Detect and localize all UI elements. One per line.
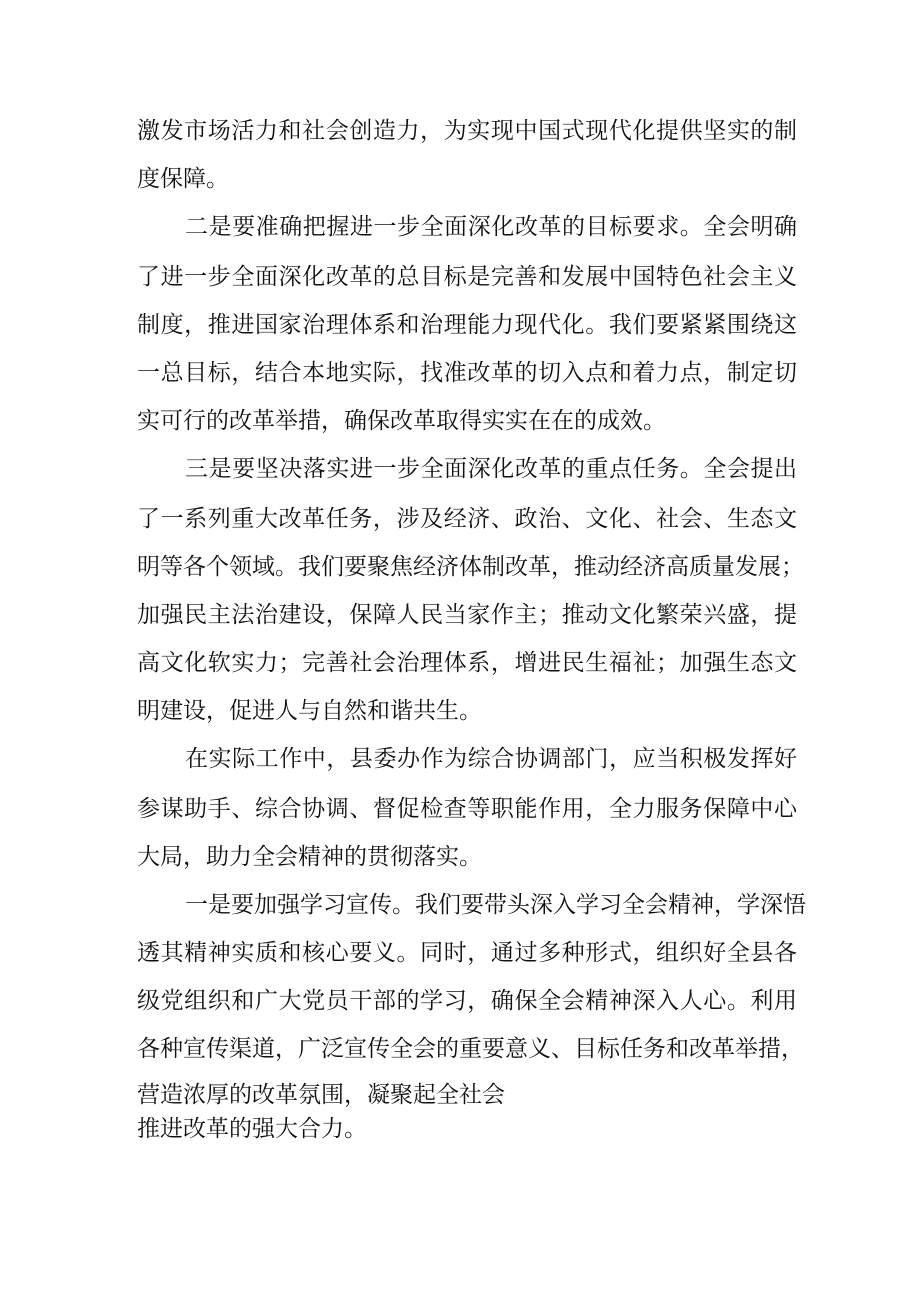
text-line: 营造浓厚的改革氛围，凝聚起全社会	[137, 1082, 505, 1108]
text-line: 各种宣传渠道，广泛宣传全会的重要意义、目标任务和改革举措，	[137, 1036, 804, 1062]
text-line: 明等各个领域。我们要聚焦经济体制改革，推动经济高质量发展；	[137, 554, 804, 580]
paragraph-first-line: 二是要准确把握进一步全面深化改革的目标要求。全会明确	[185, 214, 797, 240]
text-line: 大局，助力全会精神的贯彻落实。	[137, 844, 482, 870]
text-line: 激发市场活力和社会创造力，为实现中国式现代化提供坚实的制	[137, 118, 797, 144]
text-line: 了一系列重大改革任务，涉及经济、政治、文化、社会、生态文	[137, 506, 797, 532]
text-line: 制度，推进国家治理体系和治理能力现代化。我们要紧紧围绕这	[137, 312, 797, 338]
text-line: 级党组织和广大党员干部的学习，确保全会精神深入人心。利用	[137, 988, 797, 1014]
paragraph-first-line: 三是要坚决落实进一步全面深化改革的重点任务。全会提出	[185, 456, 797, 482]
text-line: 推进改革的强大合力。	[137, 1116, 367, 1142]
text-line: 了进一步全面深化改革的总目标是完善和发展中国特色社会主义	[137, 264, 797, 290]
paragraph-first-line: 在实际工作中，县委办作为综合协调部门，应当积极发挥好	[185, 746, 797, 772]
text-line: 实可行的改革举措，确保改革取得实实在在的成效。	[137, 408, 666, 434]
text-line: 加强民主法治建设，保障人民当家作主；推动文化繁荣兴盛，提	[137, 602, 797, 628]
text-line: 明建设，促进人与自然和谐共生。	[137, 698, 482, 724]
text-line: 一总目标，结合本地实际，找准改革的切入点和着力点，制定切	[137, 360, 797, 386]
text-line: 度保障。	[137, 166, 229, 192]
paragraph-first-line: 一是要加强学习宣传。我们要带头深入学习全会精神，学深悟	[185, 892, 806, 918]
text-line: 透其精神实质和核心要义。同时，通过多种形式，组织好全县各	[137, 940, 797, 966]
text-line: 参谋助手、综合协调、督促检查等职能作用，全力服务保障中心	[137, 796, 797, 822]
text-line: 高文化软实力；完善社会治理体系，增进民生福祉；加强生态文	[137, 650, 797, 676]
